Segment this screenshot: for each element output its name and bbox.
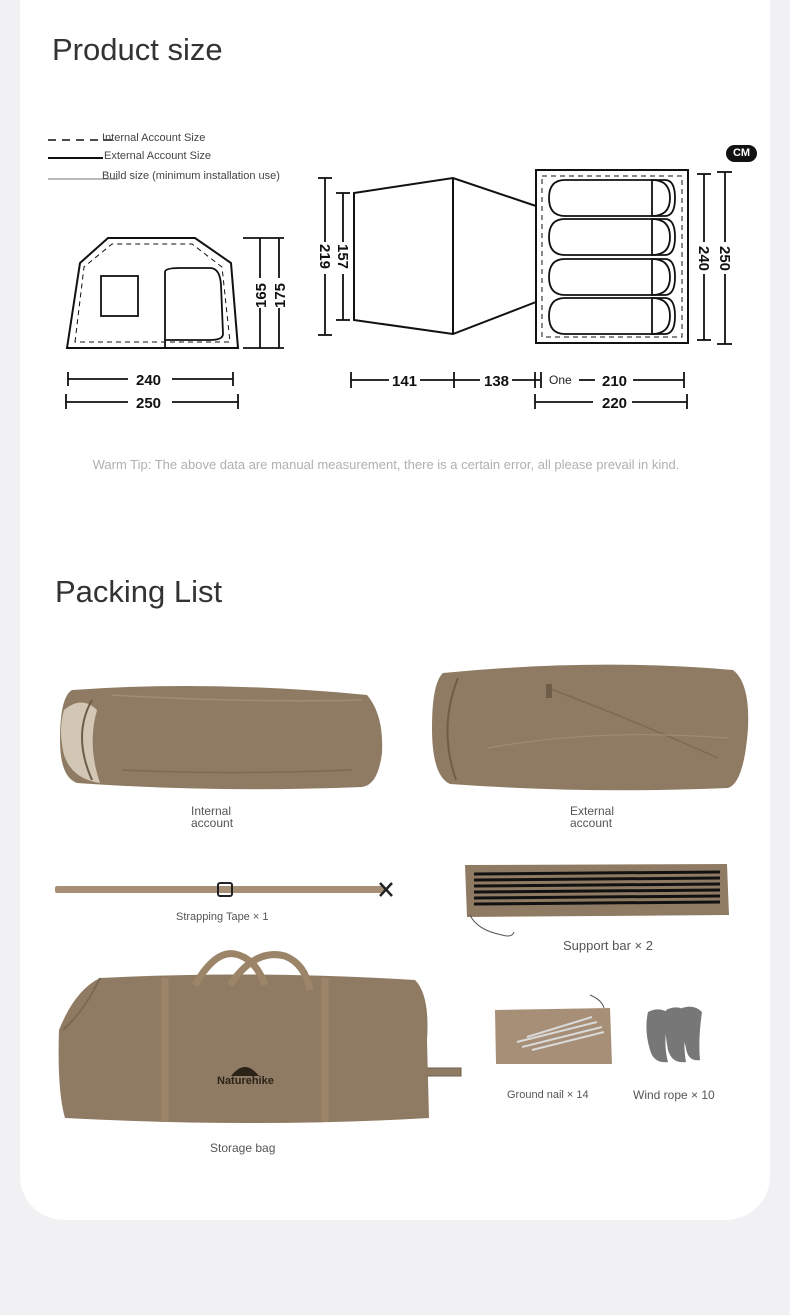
top-width-outer: 220: [602, 395, 628, 412]
side-view-diagram: [312, 170, 542, 420]
support-caption: Support bar × 2: [563, 938, 653, 953]
internal-account-image: [52, 675, 392, 795]
top-depth-inner: 240: [695, 246, 712, 272]
ground-nail-image: [492, 992, 617, 1067]
one-label: One: [549, 373, 572, 387]
internal-line2: account: [191, 816, 234, 830]
product-size-title: Product size: [52, 32, 223, 67]
side-height-inner: 157: [334, 244, 351, 270]
external-line1: External: [570, 804, 615, 818]
internal-account-caption: [191, 805, 233, 829]
bag-caption: Storage bag: [210, 1141, 276, 1155]
front-width-outer: 250: [136, 395, 162, 412]
packing-list-title: Packing List: [55, 574, 223, 609]
top-view-diagram: [520, 160, 760, 410]
top-depth-outer: 250: [716, 246, 733, 272]
external-line2: account: [570, 816, 613, 830]
front-height-inner: 165: [253, 282, 270, 308]
unit-badge: CM: [726, 145, 757, 162]
front-view-diagram: [60, 230, 300, 420]
front-height-outer: 175: [272, 282, 289, 308]
rope-caption: Wind rope × 10: [633, 1088, 715, 1102]
top-width-inner: 210: [602, 373, 628, 390]
storage-bag-image: [55, 950, 465, 1130]
wind-rope-image: [640, 1000, 710, 1070]
side-len-1: 141: [392, 373, 418, 390]
nail-caption: Ground nail × 14: [507, 1089, 589, 1101]
legend-external: External Account Size: [104, 150, 212, 162]
legend-build: Build size (minimum installation use): [102, 170, 280, 182]
legend-internal: Internal Account Size: [102, 132, 206, 144]
warm-tip: Warm Tip: The above data are manual measurement, there is a certain error, all please prevail in kind.: [92, 457, 680, 472]
side-len-2: 138: [484, 373, 510, 390]
support-bar-image: [462, 860, 732, 940]
internal-line1: Internal: [191, 804, 232, 818]
side-height-outer: 219: [316, 244, 333, 270]
strapping-tape-image: [52, 880, 397, 900]
strap-caption: Strapping Tape × 1: [176, 911, 269, 923]
front-width-inner: 240: [136, 372, 162, 389]
bag-brand-logo: Naturehike: [217, 1075, 274, 1087]
external-account-caption: [570, 805, 614, 829]
external-account-image: [428, 658, 758, 798]
